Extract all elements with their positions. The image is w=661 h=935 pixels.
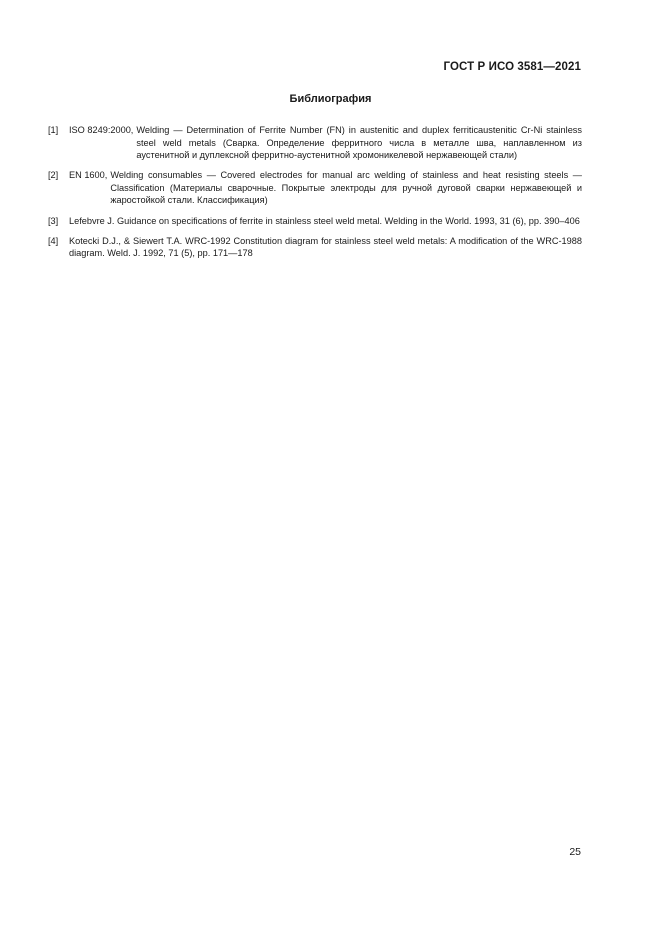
entry-body — [69, 169, 582, 207]
bibliography-entry-1 — [48, 124, 582, 162]
standard-code: ГОСТ Р ИСО 3581—2021 — [443, 61, 581, 73]
entry-text: Kotecki D.J., & Siewert T.A. WRC-1992 Constitution diagram for stainless steel weld metals: A modification of the WRC-1988 diagram. Weld. J. 1992, 71 (5), pp. 171—178 — [69, 235, 582, 259]
entry-body — [69, 124, 582, 162]
section-title: Библиография — [289, 93, 372, 105]
entry-number: [1] — [48, 125, 59, 135]
entry-text: Lefebvre J. Guidance on specifications of ferrite in stainless steel weld metal. Welding in the World. 1993, 31 (6), pp. 390–406 — [69, 215, 580, 226]
entry-number: [3] — [48, 215, 59, 226]
entry-designation: EN 1600, — [69, 170, 108, 181]
entry-number: [2] — [48, 170, 59, 181]
bibliography-entry-4 — [48, 235, 582, 260]
entry-text: Welding consumables — Covered electrodes for manual arc welding of stainless and heat resisting steels — Classification (Материалы сварочные. Покрытые электроды для ручной дуговой сварки нержавеющей и жаростойкой стали. Классификация) — [110, 170, 582, 206]
entry-designation: ISO 8249:2000, — [69, 125, 134, 135]
entry-number: [4] — [48, 235, 59, 246]
bibliography-list — [48, 124, 582, 267]
bibliography-entry-2 — [48, 169, 582, 207]
page-number: 25 — [569, 846, 581, 858]
bibliography-entry-3 — [48, 215, 582, 228]
entry-text: Welding — Determination of Ferrite Number (FN) in austenitic and duplex ferriticaustenitic Cr-Ni stainless steel weld metals (Сварка. Определение ферритного числа в металле шва, наплавленном из аустенитной и дуплексной ферритно-аустенитной хромоникелевой нержавеющей стали) — [136, 125, 582, 161]
